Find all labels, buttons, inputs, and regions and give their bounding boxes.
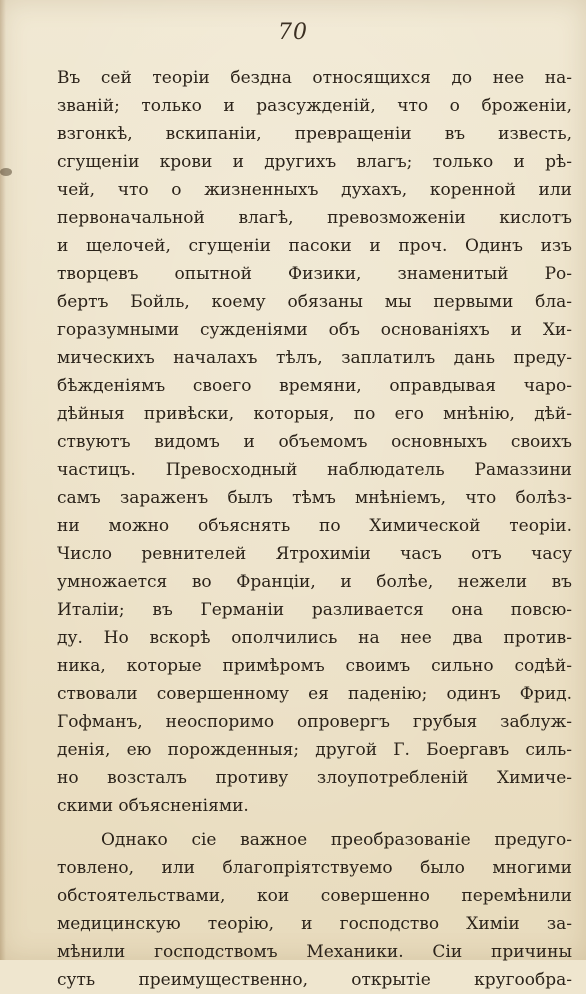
text-line: Италіи; въ Германіи разливается она повсю- xyxy=(57,600,572,620)
text-line: горазумными сужденіями объ основаніяхъ и Хи- xyxy=(57,320,572,340)
text-line: товлено, или благопріятствуемо было многими xyxy=(57,858,572,878)
text-line: самъ зараженъ былъ тѣмъ мнѣніемъ, что болѣз- xyxy=(57,488,572,508)
text-line: Въ сей теоріи бездна относящихся до нее на- xyxy=(57,68,572,88)
ink-blot xyxy=(0,168,12,176)
text-line: сгущеніи крови и другихъ влагъ; только и рѣ- xyxy=(57,152,572,172)
text-line: творцевъ опытной Физики, знаменитый Ро- xyxy=(57,264,572,284)
text-line: Однако сіе важное преобразованіе предуго- xyxy=(101,830,572,850)
text-line: бѣжденіямъ своего времяни, оправдывая чаро- xyxy=(57,376,572,396)
text-line: ни можно объяснять по Химической теоріи. xyxy=(57,516,572,536)
text-line: дѣйныя привѣски, которыя, по его мнѣнію, дѣй- xyxy=(57,404,572,424)
paragraph-1 xyxy=(57,64,572,820)
text-line: медицинскую теорію, и господство Химіи за- xyxy=(57,914,572,934)
text-line: но возсталъ противу злоупотребленій Химиче- xyxy=(57,768,572,788)
text-line: ствовали совершенному ея паденію; одинъ Фрид. xyxy=(57,684,572,704)
text-line: суть преимущественно, открытіе кругообра- xyxy=(57,970,572,990)
body-text xyxy=(57,64,572,994)
text-line: Гофманъ, неоспоримо опровергъ грубыя заблуж- xyxy=(57,712,572,732)
page-number: 70 xyxy=(278,20,308,45)
text-line: обстоятельствами, кои совершенно перемѣнили xyxy=(57,886,572,906)
text-line: взгонкѣ, вскипаніи, превращеніи въ известь, xyxy=(57,124,572,144)
text-line: умножается во Франціи, и болѣе, нежели въ xyxy=(57,572,572,592)
text-line: скими объясненіями. xyxy=(57,796,249,816)
page-edge-shadow xyxy=(0,0,6,960)
text-line: званій; только и разсужденій, что о броженіи, xyxy=(57,96,572,116)
text-line: ника, которые примѣромъ своимъ сильно содѣй- xyxy=(57,656,572,676)
text-line: и щелочей, сгущеніи пасоки и проч. Одинъ изъ xyxy=(57,236,572,256)
text-line: Число ревнителей Ятрохиміи часъ отъ часу xyxy=(57,544,572,564)
text-line: ствуютъ видомъ и объемомъ основныхъ своихъ xyxy=(57,432,572,452)
text-line: первоначальной влагѣ, превозможеніи кислотъ xyxy=(57,208,572,228)
text-line: чей, что о жизненныхъ духахъ, коренной или xyxy=(57,180,572,200)
text-line: мическихъ началахъ тѣлъ, заплатилъ дань преду- xyxy=(57,348,572,368)
text-line: частицъ. Превосходный наблюдатель Рамаззини xyxy=(57,460,572,480)
paragraph-2 xyxy=(57,826,572,994)
text-line: ду. Но вскорѣ ополчились на нее два против- xyxy=(57,628,572,648)
text-line: денія, ею порожденныя; другой Г. Боергавъ силь- xyxy=(57,740,572,760)
text-line: бертъ Бойль, коему обязаны мы первыми бла- xyxy=(57,292,572,312)
text-line: мѣнили господствомъ Механики. Сіи причины xyxy=(57,942,572,962)
